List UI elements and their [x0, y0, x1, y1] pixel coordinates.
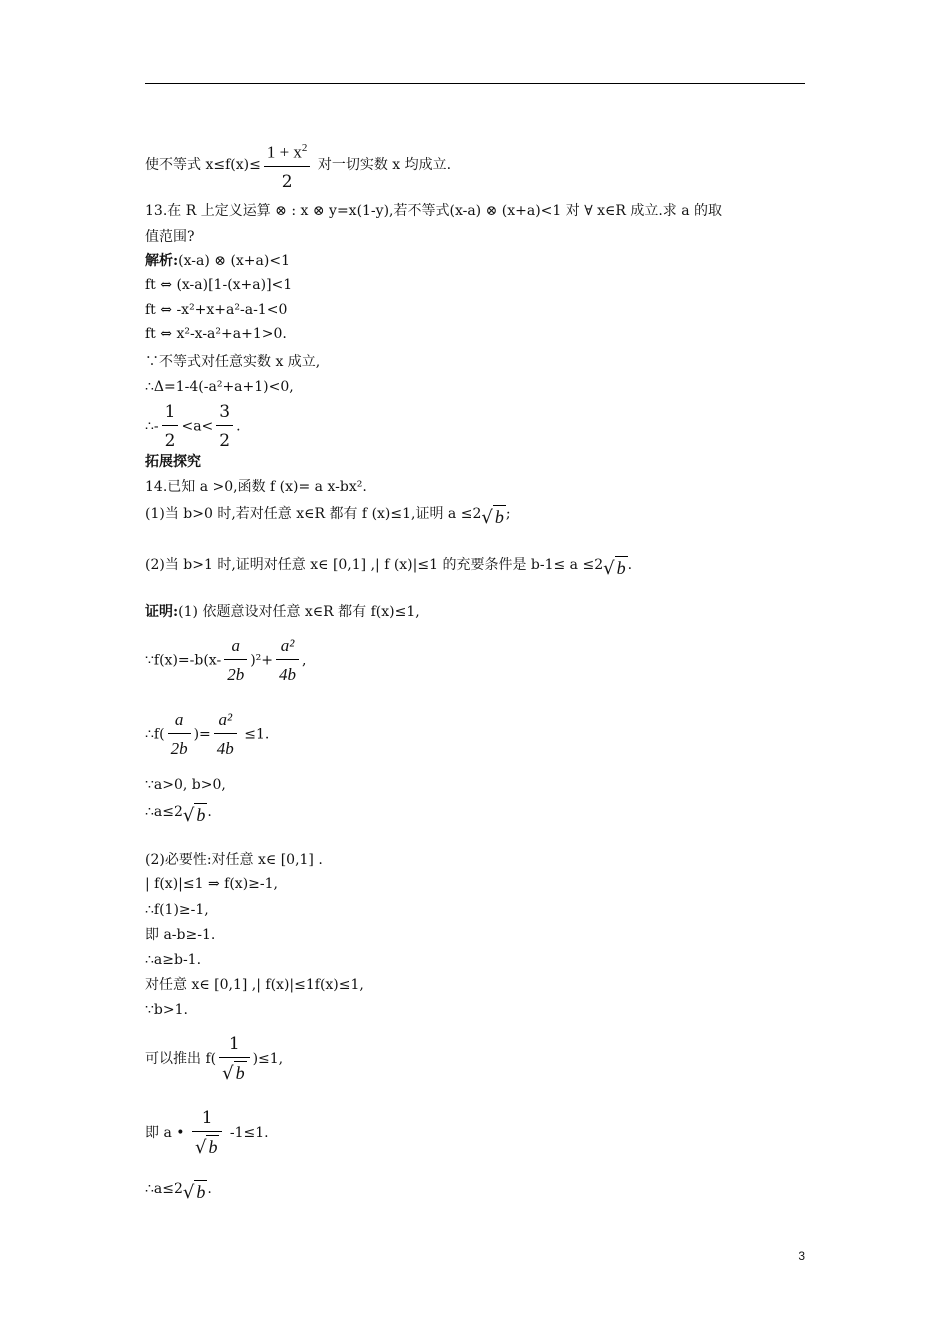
text: (1) 依题意设对任意 x∈R 都有 f(x)≤1,	[178, 604, 420, 620]
radicand: b	[494, 507, 504, 527]
step-line: ∵不等式对任意实数 x 成立,	[145, 354, 321, 370]
fraction	[224, 636, 247, 685]
fraction	[216, 402, 233, 451]
fraction	[276, 636, 299, 685]
text: ∴f(	[145, 726, 165, 743]
proof-step	[145, 1108, 269, 1158]
text: <a<	[181, 418, 214, 435]
superscript: 2	[301, 142, 308, 154]
problem-13-line2: 值范围?	[145, 229, 195, 245]
fraction	[192, 1108, 222, 1158]
text: .	[627, 557, 633, 573]
fraction	[264, 138, 311, 192]
fraction	[219, 1034, 249, 1084]
denominator: 2b	[227, 665, 245, 684]
sqrt: √ b	[182, 1182, 206, 1203]
radicand: b	[196, 1182, 206, 1202]
proof-step: ∴a≥b-1.	[145, 952, 202, 968]
sqrt: √ b	[194, 1137, 218, 1158]
radicand: b	[196, 805, 206, 825]
proof-step	[145, 1034, 283, 1084]
proof-step: ∵a>0, b>0,	[145, 777, 226, 793]
radicand: b	[616, 558, 626, 578]
numerator: 1	[162, 402, 179, 426]
proof-step: (2)必要性:对任意 x∈ [0,1] .	[145, 852, 323, 868]
text: .	[236, 418, 241, 435]
fraction	[168, 710, 191, 759]
text: .	[207, 804, 212, 820]
text: (2)当 b>1 时,证明对任意 x∈ [0,1] ,| f (x)|≤1 的充要条件是 b-1≤ a ≤2	[145, 557, 604, 573]
text: 使不等式 x≤f(x)≤	[145, 156, 261, 173]
numerator: a	[168, 710, 191, 734]
problem-13-line1: 13.在 R 上定义运算 ⊗ : x ⊗ y=x(1-y),若不等式(x-a) ⊗ (x+a)<1 对 ∀ x∈R 成立.求 a 的取	[145, 203, 723, 219]
header-rule	[145, 83, 805, 84]
numerator: 3	[216, 402, 233, 426]
numerator: 1 + x	[266, 142, 302, 162]
text: ∴a≤2	[145, 1181, 183, 1197]
sqrt: √ b	[222, 1063, 245, 1084]
text: )≤1,	[252, 1051, 284, 1067]
proof-step: ∴f(1)≥-1,	[145, 902, 209, 918]
numerator: a	[224, 636, 247, 660]
text: ∴-	[145, 418, 159, 435]
numerator: a²	[214, 710, 237, 734]
text: ,	[302, 652, 307, 669]
problem-14-part1	[145, 505, 511, 527]
fraction	[162, 402, 179, 451]
radicand: b	[208, 1137, 218, 1157]
text: 即 a •	[145, 1125, 189, 1141]
line-inequality-condition	[145, 138, 451, 192]
proof-step: 即 a-b≥-1.	[145, 927, 216, 943]
result-line	[145, 402, 241, 451]
solution-heading-line	[145, 252, 290, 270]
text: ≤1.	[239, 726, 270, 743]
denominator: 2b	[170, 739, 188, 758]
text: .	[207, 1181, 212, 1197]
fraction	[214, 710, 237, 759]
proof-step: ∵b>1.	[145, 1002, 188, 1018]
numerator: 1	[219, 1034, 249, 1058]
problem-14-part2	[145, 556, 632, 578]
proof-step: 对任意 x∈ [0,1] ,| f(x)|≤1f(x)≤1,	[145, 977, 364, 993]
proof-label: 证明:	[145, 604, 179, 620]
text: -1≤1.	[225, 1125, 269, 1141]
sqrt: √ b	[603, 558, 626, 579]
page-number: 3	[798, 1249, 805, 1263]
text: 对一切实数 x 均成立.	[313, 156, 452, 173]
proof-heading-line	[145, 603, 420, 621]
proof-step	[145, 636, 306, 685]
solution-label: 解析:	[145, 253, 179, 269]
proof-step	[145, 710, 269, 759]
text: )²+	[250, 652, 273, 669]
section-heading: 拓展探究	[145, 454, 201, 470]
denominator: 2	[164, 431, 176, 451]
proof-step	[145, 803, 212, 825]
denominator: 2	[219, 431, 231, 451]
step-line: ∴Δ=1-4(-a²+a+1)<0,	[145, 379, 294, 395]
radicand: b	[235, 1063, 245, 1083]
text: ∵f(x)=-b(x-	[145, 652, 222, 669]
text: 可以推出 f(	[145, 1051, 217, 1067]
denominator: 4b	[216, 739, 234, 758]
denominator: 4b	[279, 665, 296, 684]
numerator: a²	[276, 636, 299, 660]
problem-14-stem: 14.已知 a >0,函数 f (x)= a x-bx².	[145, 479, 367, 495]
text: ;	[505, 506, 511, 522]
numerator: 1	[192, 1108, 222, 1132]
text: ∴a≤2	[145, 804, 183, 820]
text: )=	[193, 726, 211, 743]
step-line: ft ⇔ x²-x-a²+a+1>0.	[145, 326, 287, 342]
sqrt: √ b	[182, 805, 206, 826]
proof-conclusion	[145, 1180, 212, 1202]
text: (x-a) ⊗ (x+a)<1	[178, 253, 290, 269]
proof-step: | f(x)|≤1 ⇒ f(x)≥-1,	[145, 876, 278, 892]
step-line: ft ⇔ -x²+x+a²-a-1<0	[145, 302, 288, 318]
denominator: 2	[281, 171, 293, 192]
text: (1)当 b>0 时,若对任意 x∈R 都有 f (x)≤1,证明 a ≤2	[145, 506, 482, 522]
step-line: ft ⇔ (x-a)[1-(x+a)]<1	[145, 277, 293, 293]
sqrt: √ b	[481, 507, 504, 528]
